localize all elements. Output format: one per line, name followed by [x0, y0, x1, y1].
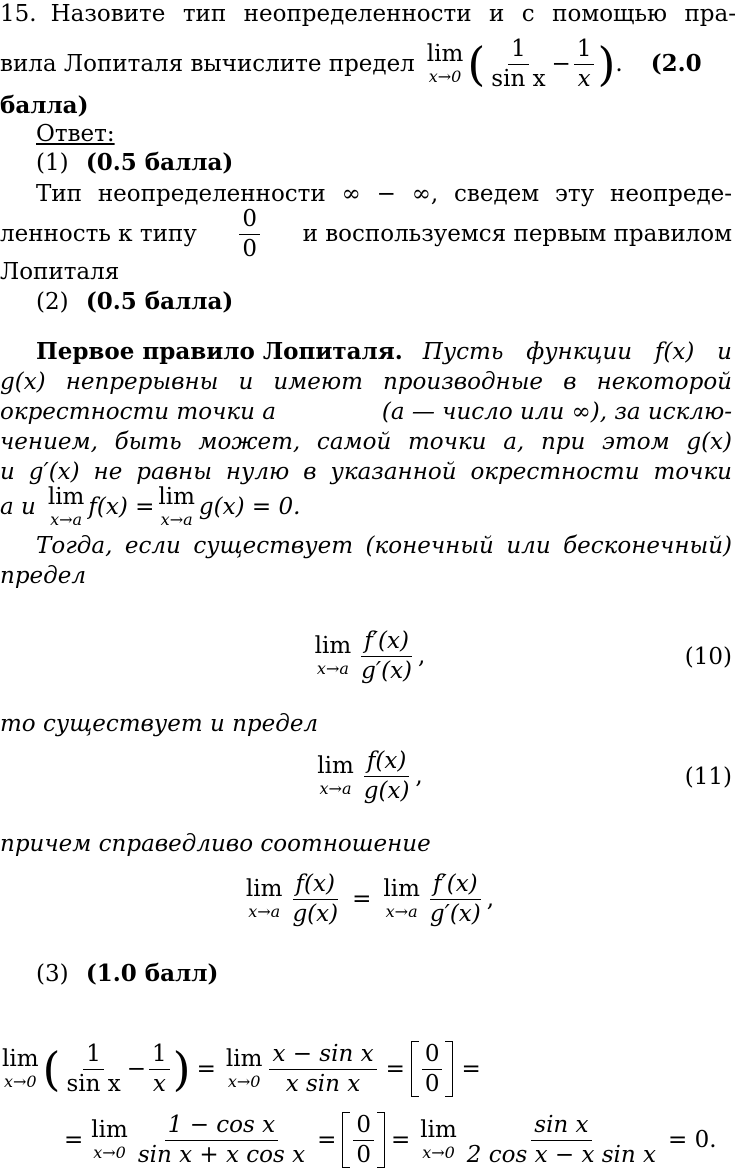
problem-text-a: Назовите тип неопределенности и с помощью пра- [50, 1, 736, 27]
theorem-line-3 [0, 398, 736, 426]
theorem-l2: g(x) непрерывны и имеют производные в некоторой [0, 369, 732, 395]
frac-f-g [289, 872, 341, 925]
limit-a-1 [48, 486, 85, 528]
limit-0 [91, 1119, 128, 1161]
problem-number: 15. [0, 1, 37, 27]
theorem-l9: то существует и предел [0, 711, 319, 737]
problem-points-b: балла) [0, 92, 89, 119]
step3-header [0, 960, 736, 988]
theorem-l6c: g(x) = 0. [198, 494, 301, 520]
theorem-line-6 [0, 484, 736, 530]
result: = 0. [668, 1127, 717, 1153]
num: sin x [531, 1113, 591, 1140]
limit-a-2 [158, 486, 195, 528]
step1-line2 [0, 206, 736, 262]
step1-num: (1) [36, 150, 69, 176]
paren-right: ) [172, 1042, 191, 1096]
lim-text: lim [420, 1117, 457, 1143]
lim-sub: x→a [248, 902, 281, 921]
limit-0 [226, 1048, 263, 1090]
num: f(x) [293, 872, 338, 899]
theorem-title: Первое правило Лопиталя. [36, 338, 403, 365]
eq-number-10: (10) [684, 644, 732, 670]
frac-sinx-over [464, 1113, 659, 1166]
step2-num: (2) [36, 289, 69, 315]
computation-line-2: = lim x→0 $\frac{\text{1 − cos x}}{\text{sin x + x cos x}}$ = $\frac{0}{0}$ = lim x→0 $\frac{\text{sin x}}{\text{2 cos x − x sin x}}$ = 0. [64, 1112, 717, 1168]
bracket-right [377, 1112, 385, 1168]
bracket-left [411, 1041, 419, 1097]
den: g′(x) [361, 657, 413, 684]
theorem-l10: причем справедливо соотношение [0, 831, 431, 857]
num: 1 [83, 1042, 104, 1069]
theorem-l4: чением, быть может, самой точки a, при этом g(x) [0, 429, 732, 455]
lim-text: lim [225, 1046, 263, 1072]
den: x [577, 65, 591, 92]
step2-header [0, 288, 736, 316]
den: x [152, 1070, 166, 1097]
den: 0 [424, 1070, 440, 1097]
theorem-line-1 [0, 338, 736, 366]
paren-right: ) [597, 37, 616, 91]
theorem-l3a: окрестности точки a [0, 399, 276, 425]
num: f(x) [364, 749, 409, 776]
lim-text: lim [158, 484, 195, 510]
lim-sub: x→0 [227, 1072, 261, 1091]
limit-a [317, 755, 354, 797]
num: f′(x) [430, 872, 481, 899]
lim-sub: x→0 [422, 1143, 455, 1162]
lim-text: lim [426, 41, 464, 67]
paren-left: ( [42, 1042, 61, 1096]
frac-0-0 [239, 207, 260, 260]
frac-1minuscosx [135, 1113, 308, 1166]
lim-text: lim [91, 1117, 128, 1143]
frac-fp-gp [358, 629, 415, 682]
limit-a [383, 878, 420, 920]
eq-number-11: (11) [684, 764, 732, 790]
answer-label: Ответ: [36, 121, 115, 147]
den: g′(x) [429, 900, 481, 927]
problem-limit [427, 43, 464, 85]
step3-points: (1.0 балл) [85, 960, 219, 987]
lim-sub: x→a [319, 779, 352, 798]
bracket-right [445, 1041, 453, 1097]
step1-line3: Лопиталя [0, 259, 120, 285]
minus: − [551, 51, 571, 77]
limit-0 [2, 1048, 39, 1090]
bracket-left [342, 1112, 350, 1168]
paren-left: ( [467, 37, 486, 91]
den: sin x + x cos x [137, 1141, 306, 1168]
limit-0 [420, 1119, 457, 1161]
num: 0 [239, 207, 260, 234]
den: sin x [66, 1070, 121, 1097]
num: 1 [508, 37, 529, 64]
frac-fp-gp [427, 872, 484, 925]
num: 1 − cos x [165, 1113, 278, 1140]
lim-sub: x→0 [428, 67, 462, 86]
den: 2 cos x − x sin x [466, 1141, 656, 1168]
frac-f-g [361, 749, 413, 802]
step1-line1: Тип неопределенности ∞ − ∞, сведем эту неопреде- [36, 181, 732, 207]
problem-points: (2.0 [650, 50, 702, 77]
problem-line-2 [0, 34, 736, 94]
theorem-l7: Тогда, если существует (конечный или бесконечный) [36, 533, 732, 559]
equation-relation: lim x→a $\frac{f(x)}{g(x)}$ = lim x→a $\frac{f'(x)}{g'(x)}$ , [245, 871, 495, 927]
theorem-l8: предел [0, 563, 86, 589]
problem-text-b: вила Лопиталя вычислите предел [0, 51, 415, 77]
num: f′(x) [361, 629, 412, 656]
frac-xminussinx [269, 1042, 376, 1095]
lim-sub: x→a [160, 510, 193, 529]
frac-1-x [574, 37, 595, 90]
lim-sub: x→a [50, 510, 83, 529]
num: 1 [574, 37, 595, 64]
lim-text: lim [245, 876, 283, 902]
den: sin x [491, 65, 546, 92]
frac-1-sinx [488, 37, 548, 90]
lim-text: lim [383, 876, 420, 902]
den: g(x) [292, 900, 339, 927]
lim-text: lim [317, 753, 354, 779]
den: x sin x [285, 1070, 361, 1097]
den: g(x) [363, 777, 410, 804]
step2-points: (0.5 балла) [85, 288, 234, 315]
limit-a [246, 878, 283, 920]
limit-a [315, 635, 352, 677]
frac-1-x [149, 1042, 170, 1095]
theorem-l5: и g′(x) не равны нулю в указанной окрестности точки [0, 459, 732, 485]
lim-sub: x→0 [93, 1143, 126, 1162]
lim-sub: x→0 [3, 1072, 37, 1091]
lim-sub: x→a [316, 659, 349, 678]
step1-points: (0.5 балла) [85, 149, 234, 176]
den: 0 [356, 1141, 371, 1168]
num: 1 [149, 1042, 170, 1069]
theorem-l6a: a и [0, 494, 36, 520]
frac-1-sinx [63, 1042, 123, 1095]
step1-line2b: и воспользуемся первым правилом [302, 221, 732, 247]
step1-line2a: ленность к типу [0, 221, 197, 247]
theorem-l1: Пусть функции f(x) и [422, 339, 732, 365]
lim-text: lim [47, 484, 85, 510]
equation-11: lim x→a $\frac{f(x)}{g(x)}$ , [317, 748, 423, 804]
lim-sub: x→a [385, 902, 418, 921]
computation-line-1: lim x→0 ( $\frac{1}{\text{sin x}}$ − $\frac{1}{x}$ ) = lim x→0 $\frac{\text{x − sin x}}{\text{x sin x}}$ = $\frac{0}{0}$ = [2, 1041, 481, 1097]
period: . [615, 51, 623, 77]
theorem-l3b: (a — число или ∞), за исклю- [381, 399, 732, 425]
frac-0-0 [353, 1113, 374, 1166]
equation-10: lim x→a $\frac{f'(x)}{g'(x)}$ , [314, 628, 426, 684]
num: 0 [353, 1113, 374, 1140]
den: 0 [242, 235, 257, 262]
lim-text: lim [314, 633, 352, 659]
step3-num: (3) [36, 961, 69, 987]
step1-header [0, 149, 736, 177]
num: 0 [422, 1042, 443, 1069]
problem-line-1 [0, 0, 736, 28]
num: x − sin x [269, 1042, 376, 1069]
theorem-l6b: f(x) = [88, 494, 155, 520]
frac-0-0 [422, 1042, 443, 1095]
lim-text: lim [2, 1046, 39, 1072]
